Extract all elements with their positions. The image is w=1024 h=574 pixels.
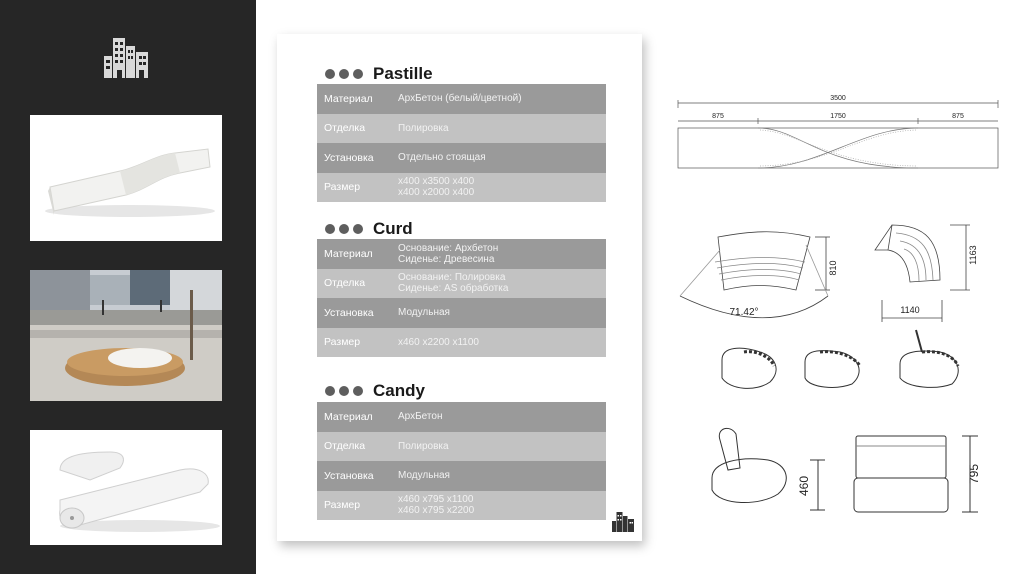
spec-row xyxy=(317,269,606,299)
spec-value: x460 x2200 x1100 xyxy=(398,336,479,348)
spec-row xyxy=(317,143,606,173)
spec-label: Установка xyxy=(324,306,374,319)
spec-label: Материал xyxy=(324,92,373,105)
candy-front-drawing xyxy=(854,436,978,512)
spec-value: Модульная xyxy=(398,470,450,482)
curd-profiles-drawing xyxy=(722,330,958,388)
spec-value: Полировка xyxy=(398,440,449,452)
product-name: Pastille xyxy=(373,64,433,83)
spec-label: Отделка xyxy=(324,122,366,135)
spec-row xyxy=(317,402,606,432)
spec-row xyxy=(317,173,606,203)
dim-curd-height2: 1163 xyxy=(968,245,978,265)
sidebar xyxy=(0,0,256,574)
spec-card xyxy=(277,34,642,541)
spec-table-candy xyxy=(317,402,606,520)
spec-value: Основание: Архбетон Сиденье: Древесина xyxy=(398,242,499,265)
technical-drawings xyxy=(660,0,1024,574)
dim-curd-angle: 71.42° xyxy=(729,307,759,318)
spec-label: Размер xyxy=(324,181,361,194)
dim-pastille-left: 875 xyxy=(712,113,724,120)
spec-value: Полировка xyxy=(398,122,449,134)
dim-pastille-total: 3500 xyxy=(830,95,846,102)
spec-row xyxy=(317,461,606,491)
product-name: Curd xyxy=(373,219,413,238)
spec-row xyxy=(317,432,606,462)
curd-arc-drawing xyxy=(680,232,830,318)
spec-label: Установка xyxy=(324,151,374,164)
spec-row xyxy=(317,114,606,144)
dim-pastille-right: 875 xyxy=(952,113,964,120)
candy-photo xyxy=(30,430,222,545)
spec-label: Материал xyxy=(324,410,373,423)
spec-row xyxy=(317,239,606,269)
product-header-pastille xyxy=(325,64,433,84)
spec-label: Материал xyxy=(324,247,373,260)
spec-value: x400 x3500 x400 x400 x2000 x400 xyxy=(398,176,475,199)
spec-label: Размер xyxy=(324,336,361,349)
product-header-candy xyxy=(325,381,425,401)
spec-row xyxy=(317,84,606,114)
pastille-drawing xyxy=(678,100,998,168)
curd-photo xyxy=(30,270,222,401)
dots-icon xyxy=(325,386,363,396)
dim-curd-width: 1140 xyxy=(900,305,920,315)
dim-candy-height2: 795 xyxy=(967,463,981,485)
spec-table-curd xyxy=(317,239,606,357)
spec-label: Отделка xyxy=(324,277,366,290)
pastille-photo xyxy=(30,115,222,241)
city-logo-icon xyxy=(612,512,634,532)
curd-corner-drawing xyxy=(875,225,970,322)
spec-row xyxy=(317,491,606,521)
dim-pastille-middle: 1750 xyxy=(830,113,846,120)
city-logo-icon xyxy=(104,38,148,78)
spec-value: АрхБетон xyxy=(398,411,443,423)
spec-value: x460 x795 x1100 x460 x795 x2200 xyxy=(398,494,475,517)
spec-row xyxy=(317,298,606,328)
spec-value: Модульная xyxy=(398,307,450,319)
spec-value: АрхБетон (белый/цветной) xyxy=(398,93,522,105)
product-header-curd xyxy=(325,219,413,239)
dim-curd-height: 810 xyxy=(828,260,838,276)
spec-value: Отдельно стоящая xyxy=(398,152,486,164)
dots-icon xyxy=(325,224,363,234)
product-name: Candy xyxy=(373,381,425,400)
spec-label: Отделка xyxy=(324,440,366,453)
candy-side-drawing xyxy=(712,428,825,510)
spec-table-pastille xyxy=(317,84,606,202)
spec-label: Установка xyxy=(324,469,374,482)
spec-value: Основание: Полировка Сиденье: AS обработка xyxy=(398,272,509,295)
spec-row xyxy=(317,328,606,358)
dim-candy-height: 460 xyxy=(797,475,811,497)
spec-label: Размер xyxy=(324,499,361,512)
dots-icon xyxy=(325,69,363,79)
